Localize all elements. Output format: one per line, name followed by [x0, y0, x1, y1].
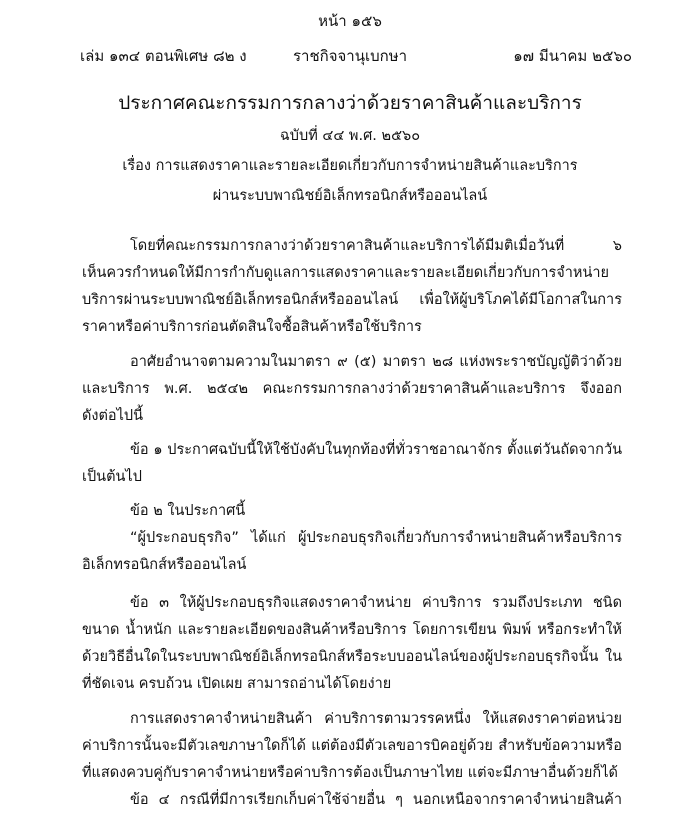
- body-line: ขนาด น้ำหนัก และรายละเอียดของสินค้าหรือบริการ โดยการเขียน พิมพ์ หรือกระทำให้: [82, 622, 622, 638]
- subject-line-1: เรื่อง การแสดงราคาและรายละเอียดเกี่ยวกับการจำหน่ายสินค้าและบริการ: [122, 158, 578, 174]
- subject-line-2: ผ่านระบบพาณิชย์อิเล็กทรอนิกส์หรือออนไลน์: [212, 188, 488, 204]
- body-line: ค่าบริการนั้นจะมีตัวเลขภาษาใดก็ได้ แต่ต้องมีตัวเลขอารบิคอยู่ด้วย สำหรับข้อความหรือ: [82, 738, 622, 754]
- body-line: บริการผ่านระบบพาณิชย์อิเล็กทรอนิกส์หรือออนไลน์ เพื่อให้ผู้บริโภคได้มีโอกาสในการ: [82, 292, 622, 308]
- clause-2: ข้อ ๒ ในประกาศนี้: [130, 503, 246, 519]
- body-line: โดยที่คณะกรรมการกลางว่าด้วยราคาสินค้าและบริการได้มีมติเมื่อวันที่ ๖: [130, 238, 622, 254]
- body-line: และบริการ พ.ศ. ๒๕๔๒ คณะกรรมการกลางว่าด้วยราคาสินค้าและบริการ จึงออก: [82, 381, 622, 397]
- definition-line: “ผู้ประกอบธุรกิจ” ได้แก่ ผู้ประกอบธุรกิจเกี่ยวกับการจำหน่ายสินค้าหรือบริการ: [130, 530, 622, 546]
- body-line: เห็นควรกำหนดให้มีการกำกับดูแลการแสดงราคาและรายละเอียดเกี่ยวกับการจำหน่าย: [82, 265, 610, 281]
- issue-number: ฉบับที่ ๔๔ พ.ศ. ๒๕๖๐: [279, 128, 421, 144]
- body-line: ดังต่อไปนี้: [82, 408, 144, 424]
- body-line: อาศัยอำนาจตามความในมาตรา ๙ (๕) มาตรา ๒๘ แห่งพระราชบัญญัติว่าด้วย: [130, 354, 622, 370]
- volume-info: เล่ม ๑๓๔ ตอนพิเศษ ๘๒ ง: [80, 47, 247, 65]
- page-number: หน้า ๑๕๖: [318, 12, 382, 30]
- body-line: เป็นต้นไป: [82, 469, 142, 485]
- body-line: การแสดงราคาจำหน่ายสินค้า ค่าบริการตามวรรคหนึ่ง ให้แสดงราคาต่อหน่วย: [130, 711, 622, 727]
- clause-1: ข้อ ๑ ประกาศฉบับนี้ให้ใช้บังคับในทุกท้องที่ทั่วราชอาณาจักร ตั้งแต่วันถัดจากวัน: [130, 442, 622, 458]
- body-line: ที่ชัดเจน ครบถ้วน เปิดเผย สามารถอ่านได้โดยง่าย: [82, 676, 392, 692]
- clause-4: ข้อ ๔ กรณีที่มีการเรียกเก็บค่าใช้จ่ายอื่น ๆ นอกเหนือจากราคาจำหน่ายสินค้า: [130, 792, 622, 808]
- document-title: ประกาศคณะกรรมการกลางว่าด้วยราคาสินค้าและบริการ: [118, 92, 582, 114]
- body-line: ด้วยวิธีอื่นใดในระบบพาณิชย์อิเล็กทรอนิกส์หรือระบบออนไลน์ของผู้ประกอบธุรกิจนั้น ใน: [82, 649, 622, 665]
- body-line: ราคาหรือค่าบริการก่อนตัดสินใจซื้อสินค้าหรือใช้บริการ: [82, 319, 422, 335]
- clause-3: ข้อ ๓ ให้ผู้ประกอบธุรกิจแสดงราคาจำหน่าย ค่าบริการ รวมถึงประเภท ชนิด: [130, 595, 622, 611]
- publication-name: ราชกิจจานุเบกษา: [292, 47, 408, 65]
- body-line: อิเล็กทรอนิกส์หรือออนไลน์: [82, 557, 247, 573]
- body-line: ที่แสดงควบคู่กับราคาจำหน่ายหรือค่าบริการต้องเป็นภาษาไทย แต่จะมีภาษาอื่นด้วยก็ได้: [82, 765, 618, 781]
- publication-date: ๑๗ มีนาคม ๒๕๖๐: [513, 47, 632, 65]
